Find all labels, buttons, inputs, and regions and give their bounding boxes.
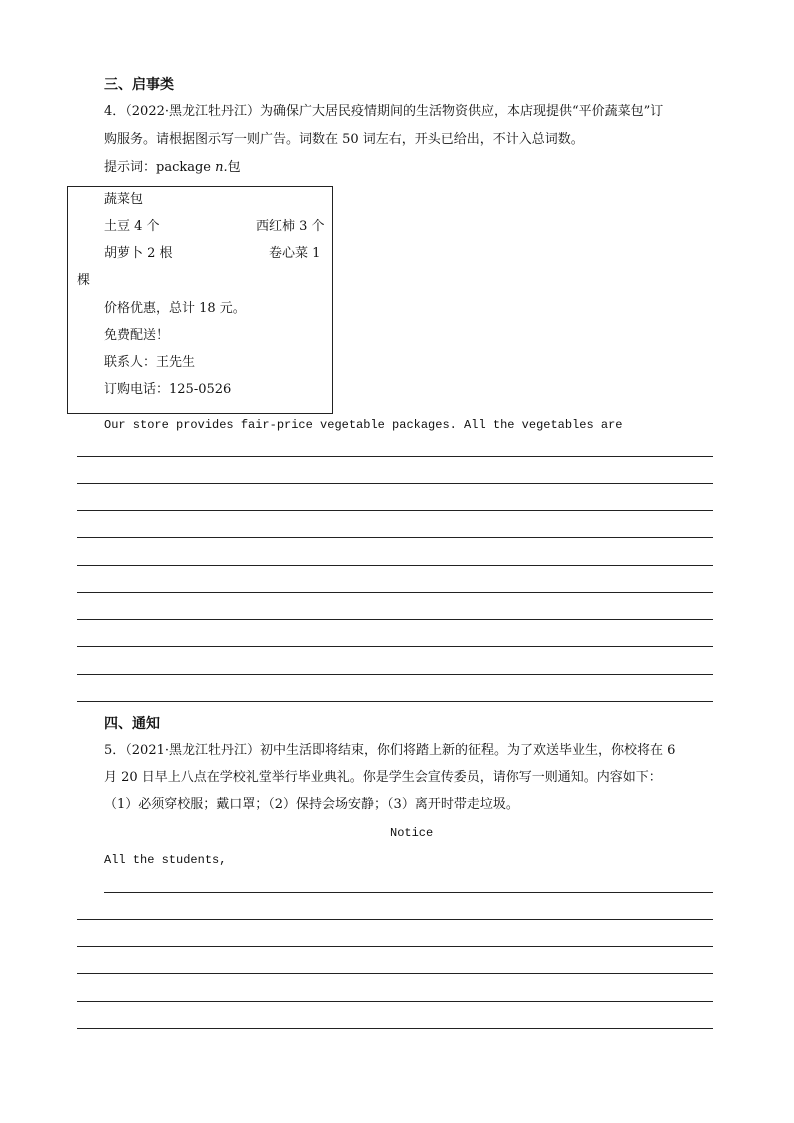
box-item-cabbage-wrap: 棵 [77,273,91,288]
notice-greeting: All the students, [104,853,227,867]
box-phone: 订购电话：125-0526 [104,382,232,397]
notice-requirements: （1）必须穿校服；戴口罩；（2）保持会场安静；（3）离开时带走垃圾。 [104,797,519,812]
box-price: 价格优惠，总计 18 元。 [104,301,246,316]
answer-line [104,892,713,893]
answer-line [77,701,713,702]
answer-starter: Our store provides fair-price vegetable packages. All the vegetables are [104,418,623,432]
answer-line [77,537,713,538]
box-item-tomato: 西红柿 3 个 [256,219,325,234]
answer-line [77,510,713,511]
answer-line [77,946,713,947]
answer-line [77,456,713,457]
section-heading-ads: 三、启事类 [104,77,174,93]
answer-line [77,919,713,920]
hint-prefix: 提示词：package [104,160,211,175]
answer-line [77,674,713,675]
answer-line [77,1028,713,1029]
box-delivery: 免费配送！ [104,328,170,343]
box-contact: 联系人：王先生 [104,355,196,370]
box-item-potato: 土豆 4 个 [104,219,160,234]
answer-line [77,565,713,566]
box-title: 蔬菜包 [104,192,144,207]
hint-words [104,160,241,176]
answer-line [77,1001,713,1002]
answer-line [77,483,713,484]
answer-line [77,646,713,647]
section-heading-notice: 四、通知 [104,716,160,732]
box-item-carrot: 胡萝卜 2 根 [104,246,173,261]
notice-title: Notice [390,826,434,840]
question-5-prompt-line1: 5．（2021·黑龙江牡丹江）初中生活即将结束，你们将踏上新的征程。为了欢送毕业生，你校将在 6 [104,743,676,758]
question-4-prompt-line1: 4．（2022·黑龙江牡丹江）为确保广大居民疫情期间的生活物资供应，本店现提供“平价蔬菜包”订 [104,104,664,119]
hint-meaning: 包 [227,160,241,175]
question-4-prompt-line2: 购服务。请根据图示写一则广告。词数在 50 词左右，开头已给出，不计入总词数。 [104,132,584,147]
answer-line [77,619,713,620]
question-5-prompt-line2: 月 20 日早上八点在学校礼堂举行毕业典礼。你是学生会宣传委员，请你写一则通知。内容如下： [104,770,662,785]
box-item-cabbage: 卷心菜 1 [269,246,321,261]
answer-line [77,592,713,593]
answer-line [77,973,713,974]
hint-pos: n. [215,160,228,175]
